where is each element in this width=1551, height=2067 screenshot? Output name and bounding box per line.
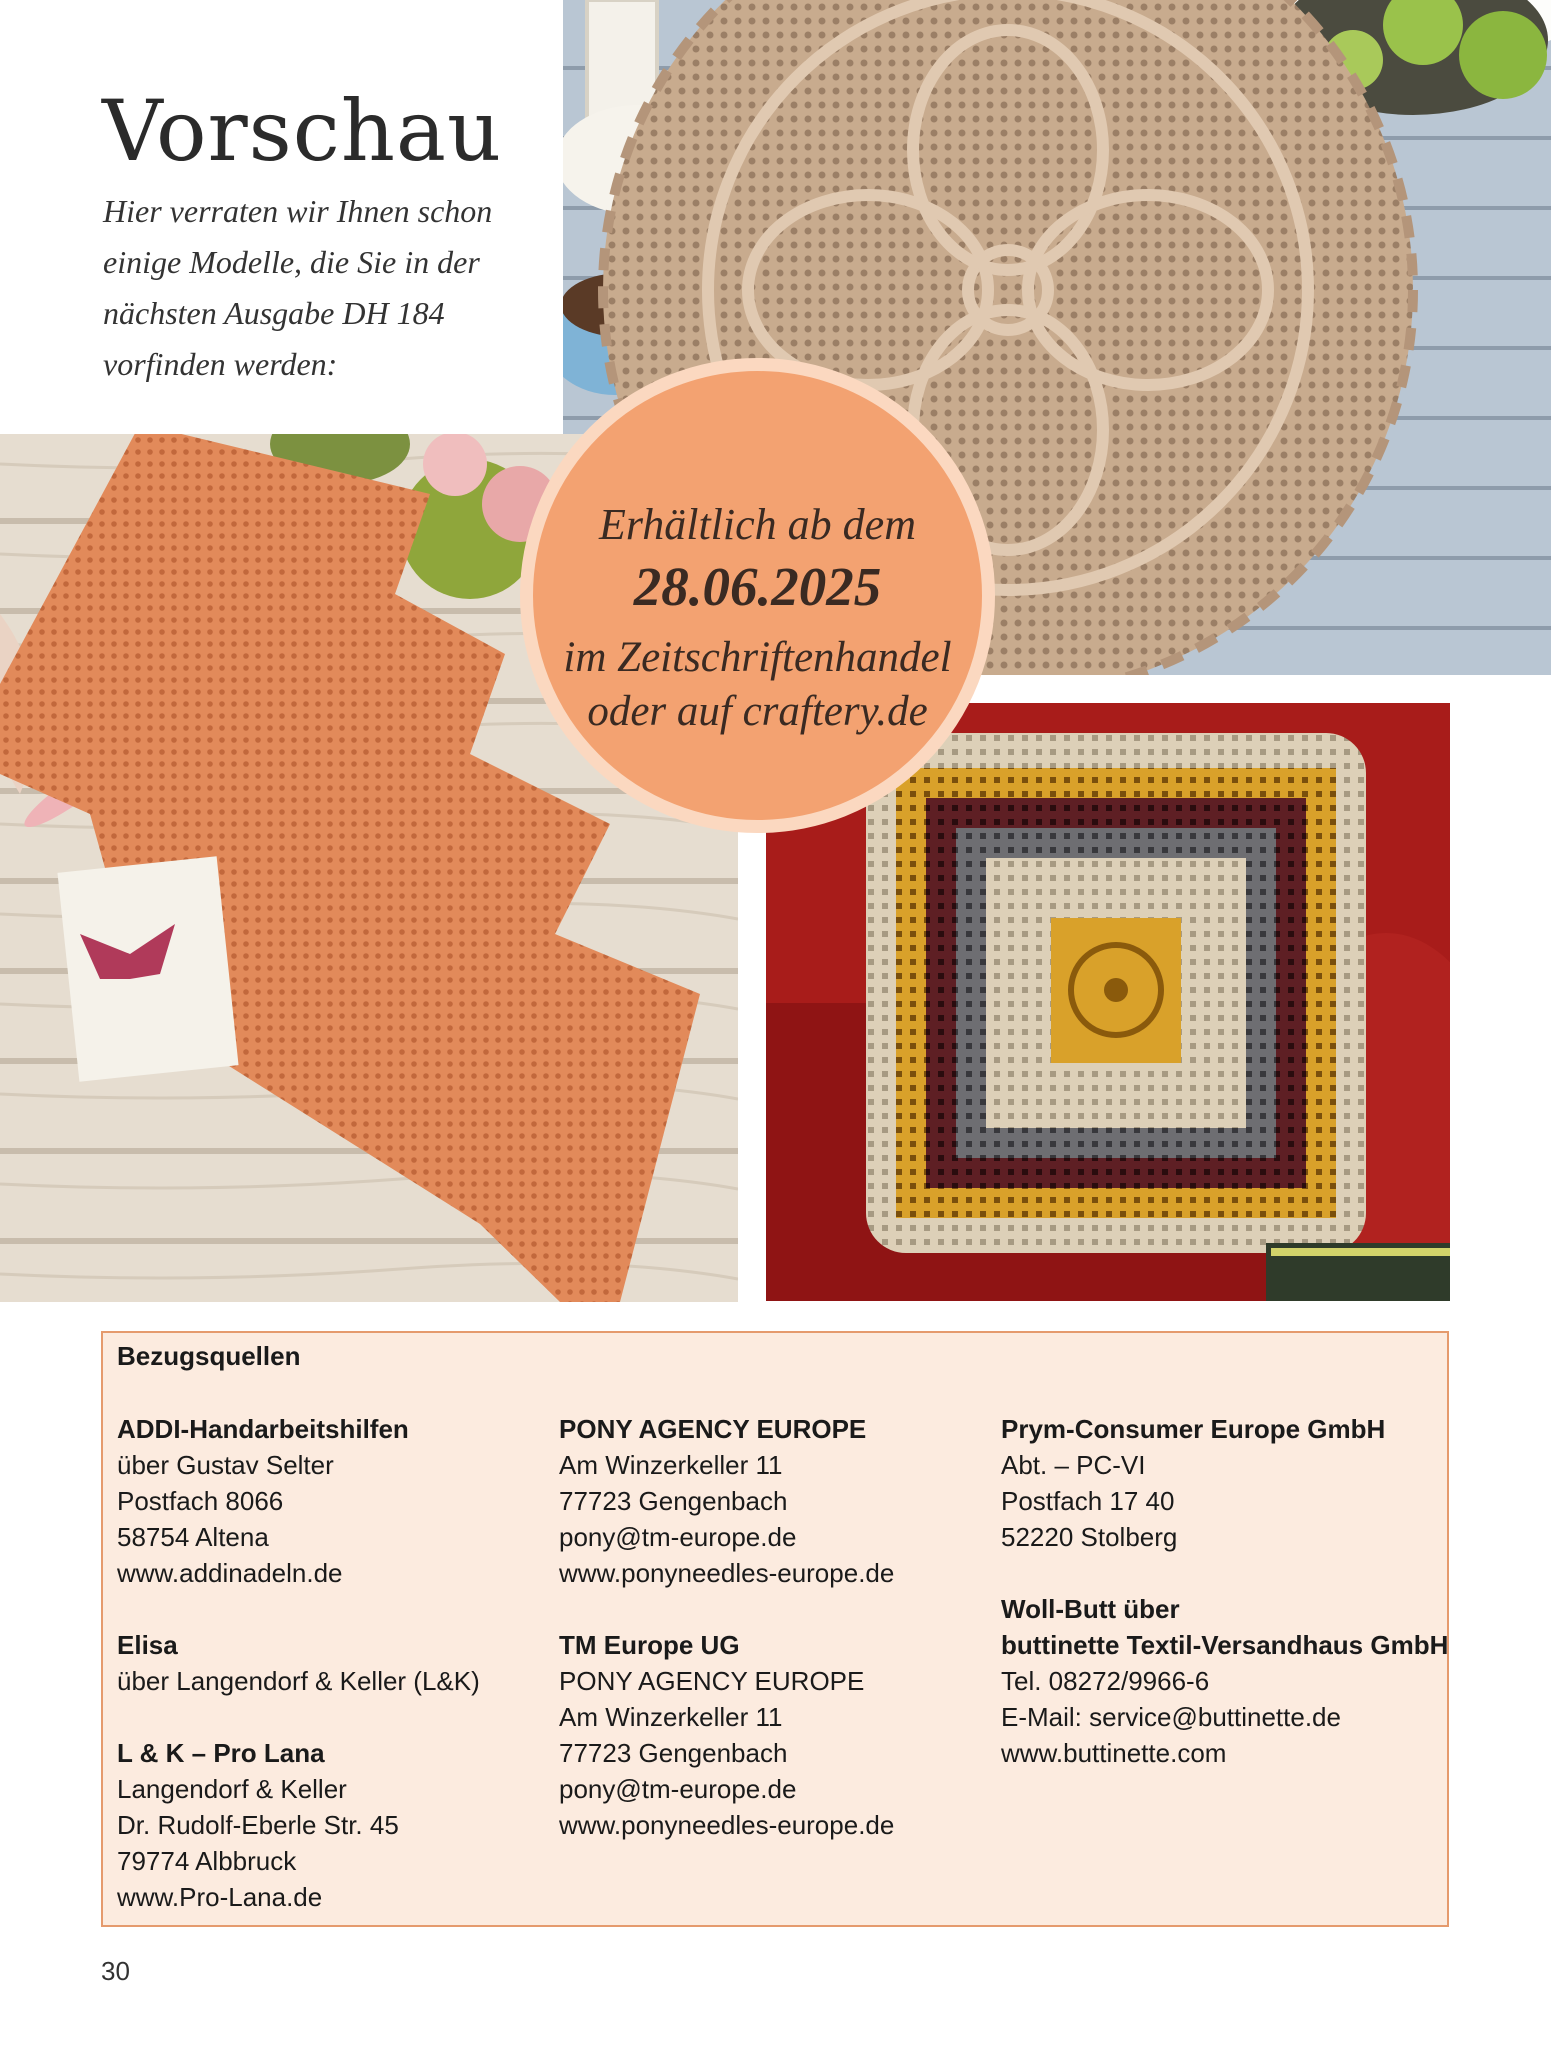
source-entry	[1001, 1411, 1441, 1555]
source-website: www.ponyneedles-europe.de	[559, 1810, 895, 1840]
source-email: pony@tm-europe.de	[559, 1522, 797, 1552]
source-name: ADDI-Handarbeitshilfen	[117, 1414, 409, 1444]
source-email: pony@tm-europe.de	[559, 1774, 797, 1804]
source-line: 79774 Albbruck	[117, 1846, 297, 1876]
source-entry	[117, 1411, 547, 1591]
source-line: Langendorf & Keller	[117, 1774, 347, 1804]
sources-box	[101, 1331, 1449, 1927]
page-title: Vorschau	[102, 82, 503, 180]
source-line: über Langendorf & Keller (L&K)	[117, 1666, 480, 1696]
source-name-line-2: buttinette Textil-Versandhaus GmbH	[1001, 1630, 1449, 1660]
page-number: 30	[101, 1956, 130, 1986]
source-line: Postfach 17 40	[1001, 1486, 1175, 1516]
source-entry	[559, 1411, 989, 1591]
badge-line-retail: im Zeitschriftenhandel	[563, 634, 952, 681]
source-line: 58754 Altena	[117, 1522, 269, 1552]
badge-line-online: oder auf craftery.de	[587, 688, 928, 735]
source-website: www.buttinette.com	[1001, 1738, 1227, 1768]
source-entry	[1001, 1591, 1449, 1771]
source-name: Elisa	[117, 1630, 178, 1660]
source-website: www.Pro-Lana.de	[117, 1882, 323, 1912]
source-line: Am Winzerkeller 11	[559, 1450, 783, 1480]
source-line: Dr. Rudolf-Eberle Str. 45	[117, 1810, 399, 1840]
source-line: 77723 Gengenbach	[559, 1738, 788, 1768]
source-name: PONY AGENCY EUROPE	[559, 1414, 867, 1444]
source-phone: Tel. 08272/9966-6	[1001, 1666, 1210, 1696]
source-name: Prym-Consumer Europe GmbH	[1001, 1414, 1386, 1444]
intro-text: Hier verraten wir Ihnen schon einige Modelle, die Sie in der nächsten Ausgabe DH 184 vorfinden werden:	[103, 193, 493, 382]
source-entry	[117, 1735, 547, 1915]
source-name: Woll-Butt über	[1001, 1594, 1180, 1624]
source-line: 77723 Gengenbach	[559, 1486, 788, 1516]
source-website: www.addinadeln.de	[117, 1558, 343, 1588]
source-entry	[117, 1627, 547, 1699]
source-line: Postfach 8066	[117, 1486, 284, 1516]
source-line: 52220 Stolberg	[1001, 1522, 1178, 1552]
sources-title: Bezugsquellen	[117, 1341, 301, 1371]
source-line: Am Winzerkeller 11	[559, 1702, 783, 1732]
source-line: Abt. – PC-VI	[1001, 1450, 1146, 1480]
source-email: E-Mail: service@buttinette.de	[1001, 1702, 1341, 1732]
source-entry	[559, 1627, 989, 1843]
intro-panel	[0, 0, 563, 434]
sources-column-1	[117, 1411, 547, 1951]
badge-date: 28.06.2025	[633, 556, 882, 617]
badge-line-available: Erhältlich ab dem	[599, 500, 916, 549]
source-website: www.ponyneedles-europe.de	[559, 1558, 895, 1588]
sources-column-2	[559, 1411, 989, 1879]
sources-column-3	[1001, 1411, 1449, 1807]
source-line: über Gustav Selter	[117, 1450, 334, 1480]
source-line: PONY AGENCY EUROPE	[559, 1666, 865, 1696]
source-name: TM Europe UG	[559, 1630, 740, 1660]
source-name: L & K – Pro Lana	[117, 1738, 325, 1768]
availability-badge	[520, 358, 995, 833]
